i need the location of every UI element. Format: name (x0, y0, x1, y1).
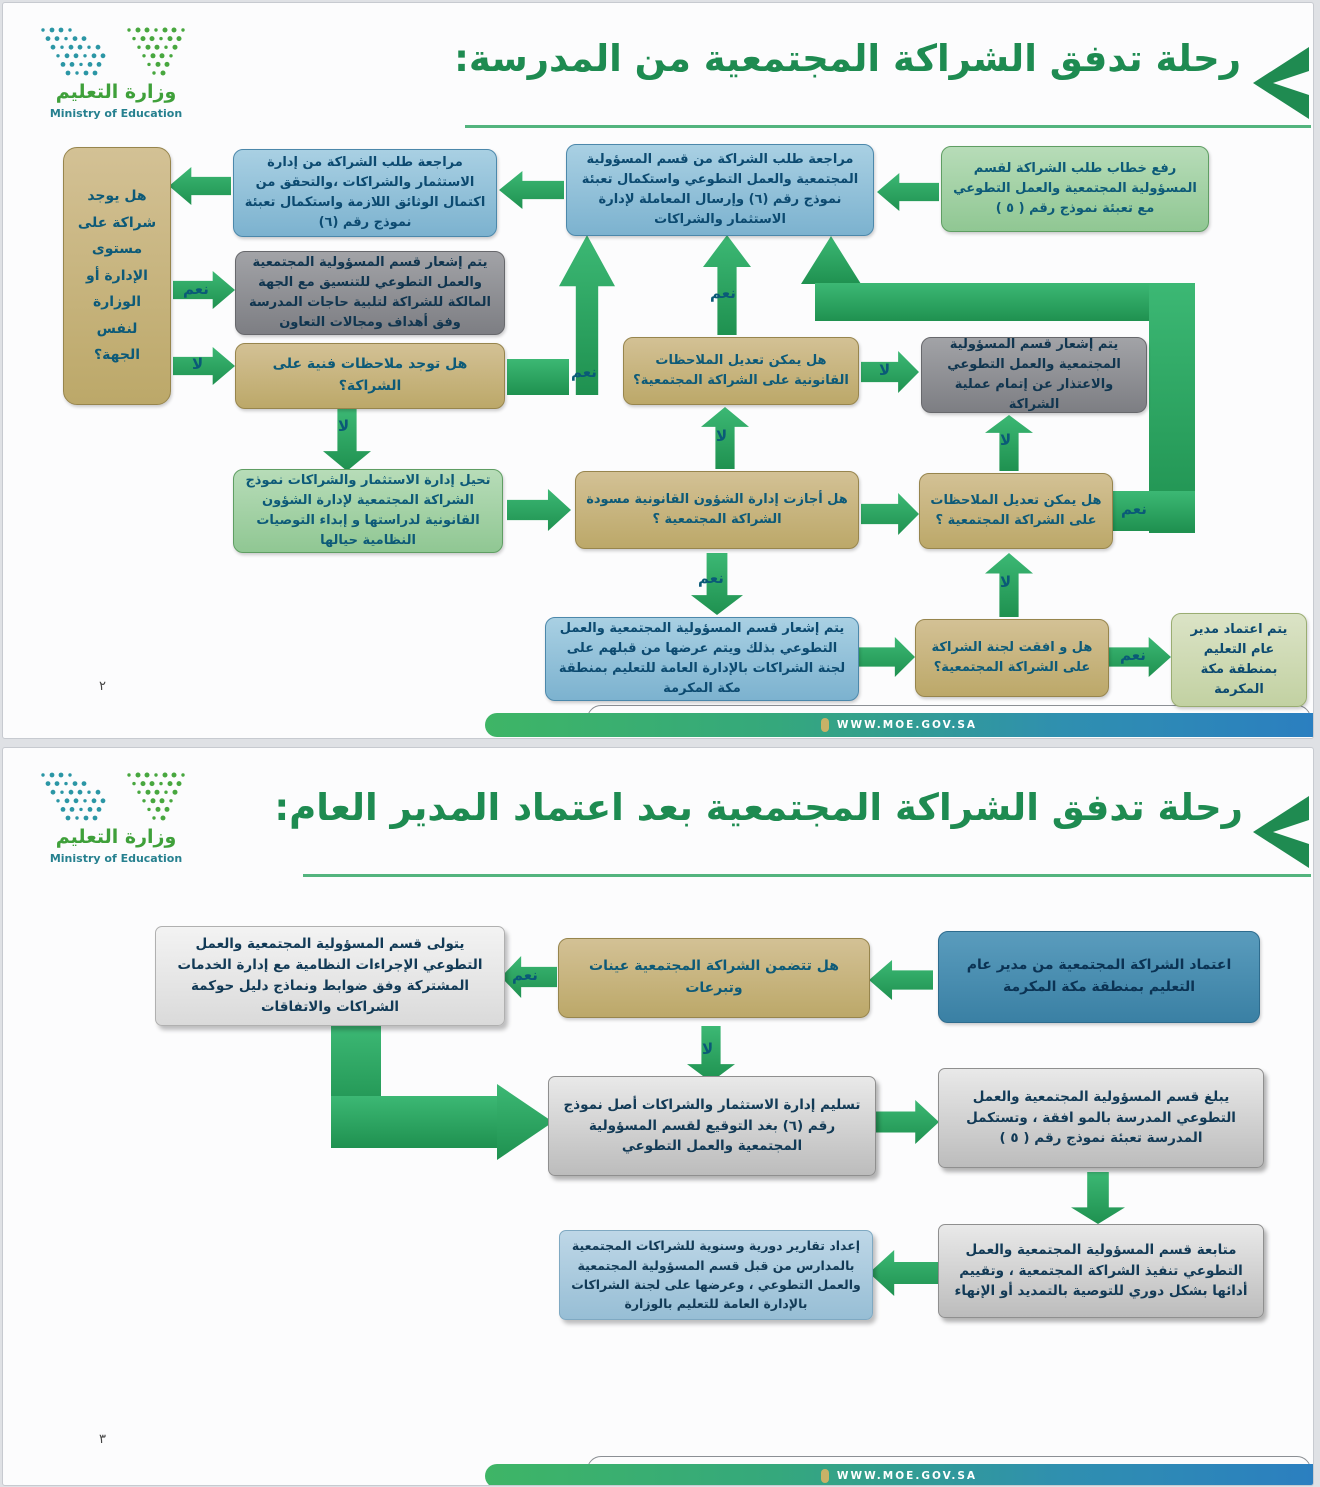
connector-right-arrowhead (497, 1084, 553, 1160)
label-no-edit-notes: لا (1000, 431, 1012, 449)
footer-url: WWW.MOE.GOV.SA (836, 1470, 978, 1482)
ministry-name-english: Ministry of Education (49, 107, 183, 120)
footer-bar (485, 1464, 1313, 1486)
label-no-samples: لا (702, 1040, 714, 1058)
box-exists-question: هل يوجد شراكة على مستوى الإدارة أو الوزارة لنفس الجهة؟ (63, 147, 171, 405)
label-yes-legal-notes: نعم (710, 284, 736, 302)
footer-bullet-icon (821, 1469, 829, 1483)
box-director-approval: يتم اعتماد مدير عام التعليم بمنطقة مكة المكرمة (1171, 613, 1307, 707)
arrow-inform-to-followup (1071, 1172, 1125, 1224)
label-no-tech: لا (338, 417, 350, 435)
box-shared-services: يتولى قسم المسؤولية المجتمعية والعمل التطوعي الإجراءات النظامية مع إدارة الخدمات المشتركة وفق ضوابط ونماذج دليل حوكمة الشراكات والاتفاقات (155, 926, 505, 1026)
connector-horizontal-bar (331, 1096, 501, 1148)
label-no-exists: لا (192, 355, 204, 373)
box-reports: إعداد تقارير دورية وسنوية للشراكات المجتمعية بالمدارس من قبل قسم المسؤولية المجتمعية والعمل التطوعي ، وعرضها على لجنة الشراكات بالإدارة العامة للتعليم بالوزارة (559, 1230, 873, 1320)
box-inform-school: يبلغ قسم المسؤولية المجتمعية والعمل التطوعي المدرسة بالمو افقة ، وتستكمل المدرسة تعبئة نموذج رقم ( ٥ ) (938, 1068, 1264, 1168)
ministry-logo (31, 23, 221, 128)
arrow-invest-to-exists (169, 167, 231, 205)
arrow-exists-no (173, 347, 235, 385)
box-samples-question: هل تتضمن الشراكة المجتمعية عينات وتبرعات (558, 938, 870, 1018)
slide-1 (2, 2, 1314, 739)
box-notify-committee: يتم إشعار قسم المسؤولية المجتمعية والعمل التطوعي بذلك ويتم عرضها من قبلهم على لجنة الشراكات بالإدارة العامة للتعليم بمنطقة مكة المكرمة (545, 617, 859, 701)
connector-up-arrowhead (801, 236, 861, 284)
slide-2 (2, 747, 1314, 1486)
ministry-name-arabic: وزارة التعليم (55, 826, 177, 848)
ministry-name-english: Ministry of Education (49, 852, 183, 865)
box-legal-approve-question: هل أجازت إدارة الشؤون القانونية مسودة الشراكة المجتمعية ؟ (575, 471, 859, 549)
arrow-referral-to-approve (507, 489, 571, 531)
footer-bar (485, 713, 1313, 737)
page-number: ٣ (99, 1432, 106, 1447)
title-chevron-icon (1249, 794, 1311, 870)
footer-url: WWW.MOE.GOV.SA (836, 719, 978, 731)
arrow-raise-to-review (877, 173, 939, 211)
box-review-invest: مراجعة طلب الشراكة من إدارة الاستثمار والشراكات ،والتحقق من اكتمال الوثائق اللازمة واستكمال تعبئة نموذج رقم (٦) (233, 149, 497, 237)
box-legal-notes-question: هل يمكن تعديل الملاحظات القانونية على الشراكة المجتمعية؟ (623, 337, 859, 405)
box-edit-notes-question: هل يمكن تعديل الملاحظات على الشراكة المجتمعية ؟ (919, 473, 1113, 549)
ministry-name-arabic: وزارة التعليم (55, 81, 177, 103)
box-legal-referral: تحيل إدارة الاستثمار والشراكات نموذج الشراكة المجتمعية لإدارة الشؤون القانونية لدراستها و إبداء التوصيات النظامية حيالها (233, 469, 503, 553)
arrow-followup-to-reports (869, 1250, 939, 1296)
label-no-legal-notes: لا (879, 361, 891, 379)
slide2-title: رحلة تدفق الشراكة المجتمعية بعد اعتماد المدير العام: (274, 786, 1243, 829)
arrow-approval-to-samples (869, 960, 933, 1000)
title-underline (465, 125, 1311, 128)
arrow-approve-to-edit (861, 493, 919, 535)
box-dg-approval: اعتماد الشراكة المجتمعية من مدير عام التعليم بمنطقة مكة المكرمة (938, 931, 1260, 1023)
arrow-review-to-invest (499, 171, 564, 209)
ministry-logo-dots-icon (39, 25, 189, 81)
label-yes-samples: نعم (512, 966, 538, 984)
label-no-legal-approve: لا (716, 427, 728, 445)
label-yes-tech: نعم (571, 363, 597, 381)
box-committee-question: هل و افقت لجنة الشراكة على الشراكة المجتمعية؟ (915, 619, 1109, 697)
connector-horizontal-bar (815, 283, 1195, 321)
connector-tech-yes-bar (507, 359, 569, 395)
footer-bullet-icon (821, 718, 829, 732)
box-review-dept: مراجعة طلب الشراكة من قسم المسؤولية المجتمعية والعمل التطوعي واستكمال تعبئة نموذج رقم (٦) وإرسال المعاملة لإدارة الاستثمار والشراكات (566, 144, 874, 236)
page-number: ٢ (99, 679, 106, 694)
box-raise-request: رفع خطاب طلب الشراكة لقسم المسؤولية المجتمعية والعمل التطوعي مع تعبئة نموذج رقم ( ٥ ) (941, 146, 1209, 232)
label-no-committee: لا (1000, 573, 1012, 591)
label-yes-exists: نعم (183, 280, 209, 298)
label-yes-approve: نعم (698, 569, 724, 587)
box-notify-coordination: يتم إشعار قسم المسؤولية المجتمعية والعمل التطوعي للتنسيق مع الجهة المالكة للشراكة لتلبية حاجات المدرسة وفق أهداف ومجالات التعاون (235, 251, 505, 335)
box-apology-notice: يتم إشعار قسم المسؤولية المجتمعية والعمل التطوعي والاعتذار عن إتمام عملية الشراكة (921, 337, 1147, 413)
slide1-title: رحلة تدفق الشراكة المجتمعية من المدرسة: (454, 37, 1241, 80)
box-tech-notes-question: هل توجد ملاحظات فنية على الشراكة؟ (235, 343, 505, 409)
box-follow-up: متابعة قسم المسؤولية المجتمعية والعمل التطوعي تنفيذ الشراكة المجتمعية ، وتقييم أدائها بشكل دوري للتوصية بالتمديد أو الإنهاء (938, 1224, 1264, 1318)
arrow-notify-to-committee (859, 637, 915, 677)
label-yes-edit-notes: نعم (1121, 500, 1147, 518)
title-underline (303, 874, 1311, 877)
ministry-logo-dots-icon (39, 770, 189, 826)
arrow-deliver-to-inform (873, 1100, 939, 1144)
label-yes-committee: نعم (1120, 646, 1146, 664)
ministry-logo (31, 768, 221, 873)
title-chevron-icon (1249, 45, 1311, 121)
box-deliver-form: تسليم إدارة الاستثمار والشراكات أصل نموذج رقم (٦) بغد التوقيع لقسم المسؤولية المجتمعية والعمل التطوعي (548, 1076, 876, 1176)
